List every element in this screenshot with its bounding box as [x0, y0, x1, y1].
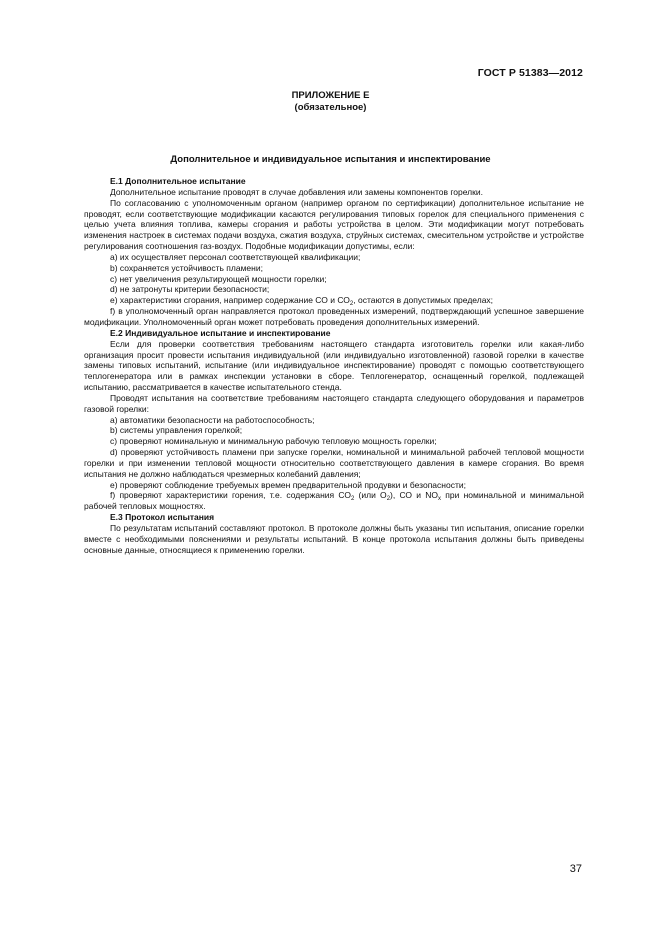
document-body [84, 176, 584, 556]
main-title: Дополнительное и индивидуальное испытания и инспектирование [170, 154, 491, 165]
text-run: e) характеристики сгорания, например содержание СО и СО [110, 295, 350, 306]
paragraph: По результатам испытаний составляют протокол. В протоколе должны быть указаны тип испытания, описание горелки вместе с необходимыми пояснениями и результаты испытаний. В конце протокола испытания должны быть приведены основные данные, относящиеся к применению горелки. [84, 523, 584, 555]
list-item: a) их осуществляет персонал соответствующей квалификации; [110, 251, 361, 262]
list-item: e) проверяют соблюдение требуемых времен предварительной продувки и безопасности; [110, 479, 466, 490]
subscript: 2 [350, 496, 355, 503]
document-id: ГОСТ Р 51383—2012 [477, 67, 583, 79]
annex-header [0, 90, 661, 114]
list-item: c) нет увеличения результирующей мощности горелки; [110, 273, 327, 284]
annex-status: (обязательное) [294, 102, 367, 113]
subscript: 2 [349, 301, 354, 308]
list-item [84, 490, 584, 512]
list-item [84, 295, 584, 306]
subscript: 2 [386, 496, 391, 503]
paragraph: Если для проверки соответствия требованиям настоящего стандарта изготовитель горелки или какая-либо организация просит провести испытания индивидуальной (или индивидуально изготовленной) газовой горелки в качестве замены типовых испытаний, испытание (или индивидуальное инспектирование) проводят с помощью соответствующего теплогенератора или в рамках инспекции установки в сборе. Теплогенератор, оснащенный горелкой, подлежащей испытанию, рассматривается в качестве испытательного стенда. [84, 338, 584, 393]
annex-title: ПРИЛОЖЕНИЕ Е [291, 90, 370, 101]
list-item: d) не затронуты критерии безопасности; [110, 284, 270, 295]
text-run: при номинальной и минимальной рабочей тепловых мощностях. [84, 490, 585, 512]
list-item: a) автоматики безопасности на работоспособность; [110, 414, 315, 425]
list-item: b) сохраняется устойчивость пламени; [110, 262, 263, 273]
paragraph: Проводят испытания на соответствие требованиям настоящего стандарта следующего оборудования и параметров газовой горелки: [84, 392, 584, 414]
text-run: f) проверяют характеристики горения, т.е. содержания СО [110, 490, 351, 501]
list-item: f) в уполномоченный орган направляется протокол проведенных измерений, подтверждающий успешное завершение модификации. Уполномоченный орган может потребовать проведения дополнительных измерений. [84, 306, 584, 327]
page-number: 37 [569, 863, 582, 875]
list-item: b) системы управления горелкой; [110, 425, 243, 436]
subscript: x [438, 496, 442, 503]
section-heading-e2: Е.2 Индивидуальное испытание и инспектирование [110, 327, 331, 338]
section-heading-e1: Е.1 Дополнительное испытание [110, 176, 246, 186]
list-item: d) проверяют устойчивость пламени при запуске горелки, номинальной и минимальной рабочей тепловой мощности горелки и при изменении тепловой мощности относительно соответствующего давления в камере сгорания. Во время испытания не должно наблюдаться чрезмерных колебаний давления; [84, 447, 584, 479]
paragraph: По согласованию с уполномоченным органом (например органом по сертификации) дополнительное испытание не проводят, если соответствующие модификации касаются регулирования типовых горелок для специального применения с целью учета влияния топлива, камеры сгорания и работы устройства в целом. Эти модификации могут потребовать изменения настроек в системах подачи воздуха, сжатия воздуха, струйных системах, смесительном устройстве и устройстве регулирования соотношения газ-воздух. Подобные модификации допустимы, если: [84, 197, 584, 252]
text-run: ), СО и NO [390, 490, 439, 501]
list-item: c) проверяют номинальную и минимальную рабочую тепловую мощность горелки; [110, 436, 437, 447]
text-run: (или О [354, 490, 387, 501]
text-run: , остаются в допустимых пределах; [353, 295, 494, 306]
paragraph: Дополнительное испытание проводят в случае добавления или замены компонентов горелки. [110, 186, 483, 197]
section-heading-e3: Е.3 Протокол испытания [110, 512, 215, 523]
